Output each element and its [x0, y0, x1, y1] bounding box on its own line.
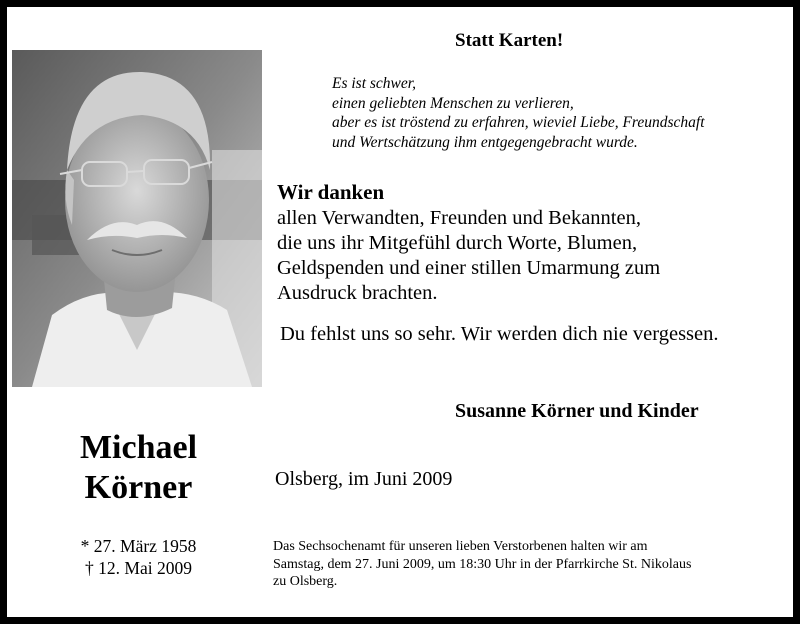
thanks-line: allen Verwandten, Freunden und Bekannten,	[277, 207, 641, 229]
last-name: Körner	[84, 469, 193, 506]
place-date: Olsberg, im Juni 2009	[275, 468, 453, 490]
thanks-line: Ausdruck brachten.	[277, 282, 438, 304]
miss-you-line: Du fehlst uns so sehr. Wir werden dich nie vergessen.	[280, 323, 719, 345]
death-date: † 12. Mai 2009	[85, 558, 192, 578]
condolence-quote	[332, 74, 705, 152]
portrait-photo	[12, 50, 262, 387]
life-dates	[12, 535, 265, 579]
thanks-line: die uns ihr Mitgefühl durch Worte, Blumen,	[277, 232, 638, 254]
quote-line: aber es ist tröstend zu erfahren, wieviel Liebe, Freundschaft	[332, 114, 705, 131]
service-note	[273, 538, 691, 591]
first-name: Michael	[79, 429, 198, 466]
birth-date: * 27. März 1958	[80, 536, 197, 556]
service-line: Samstag, dem 27. Juni 2009, um 18:30 Uhr in der Pfarrkirche St. Nikolaus	[273, 556, 692, 572]
service-line: zu Olsberg.	[273, 574, 338, 589]
deceased-name	[12, 428, 265, 508]
headline: Statt Karten!	[455, 30, 564, 51]
quote-line: einen geliebten Menschen zu verlieren,	[332, 94, 574, 112]
quote-line: und Wertschätzung ihm entgegengebracht wurde.	[332, 133, 638, 151]
thanks-heading: Wir danken	[277, 180, 385, 204]
quote-line: Es ist schwer,	[332, 75, 416, 92]
thanks-body	[277, 206, 660, 306]
service-line: Das Sechsochenamt für unseren lieben Verstorbenen halten wir am	[273, 539, 648, 554]
family-signature: Susanne Körner und Kinder	[455, 400, 699, 422]
thanks-line: Geldspenden und einer stillen Umarmung zum	[277, 257, 661, 279]
